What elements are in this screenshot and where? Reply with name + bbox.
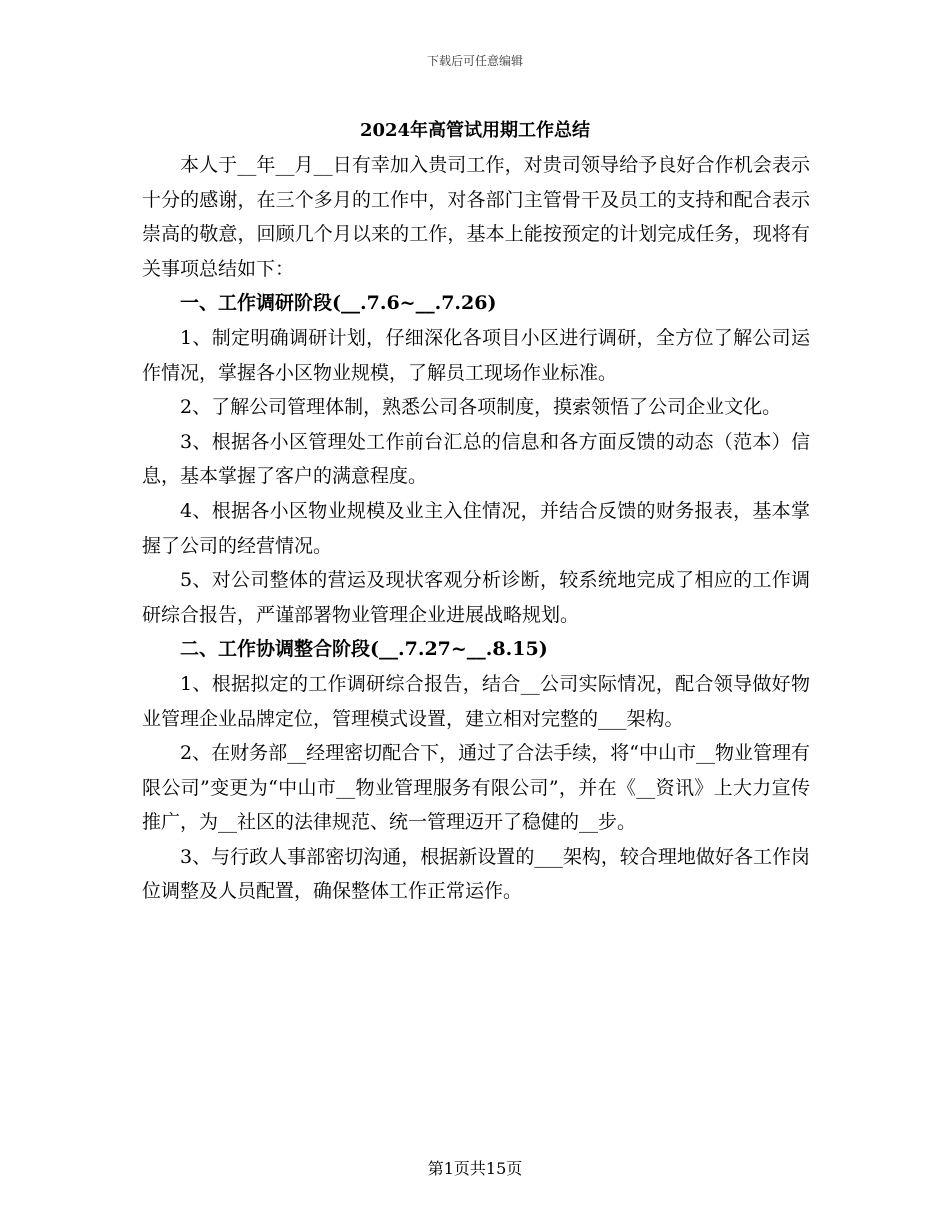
- section-2-item: 1、根据拟定的工作调研综合报告，结合__公司实际情况，配合领导做好物业管理企业品牌定位，管理模式设置，建立相对完整的___架构。: [142, 672, 810, 730]
- section-2-item: 3、与行政人事部密切沟通，根据新设置的___架构，较合理地做好各工作岗位调整及人员配置，确保整体工作正常运作。: [142, 845, 810, 903]
- section-1-heading: 一、工作调研阶段(__.7.6~__.7.26): [180, 292, 497, 315]
- section-1-item: 4、根据各小区物业规模及业主入住情况，并结合反馈的财务报表，基本掌握了公司的经营情况。: [142, 499, 810, 557]
- page-number: 第1页共15页: [427, 1159, 523, 1178]
- document-body: [142, 148, 810, 909]
- intro-paragraph: 本人于__年__月__日有幸加入贵司工作，对贵司领导给予良好合作机会表示十分的感谢，在三个多月的工作中，对各部门主管骨干及员工的支持和配合表示崇高的敬意，回顾几个月以来的工作，基本上能按预定的计划完成任务，现将有关事项总结如下：: [142, 154, 810, 280]
- section-2-item: 2、在财务部__经理密切配合下，通过了合法手续，将“中山市__物业管理有限公司”变更为“中山市__物业管理服务有限公司”，并在《__资讯》上大力宣传推广，为__社区的法律规范、统一管理迈开了稳健的__步。: [142, 742, 810, 834]
- section-1-item: 3、根据各小区管理处工作前台汇总的信息和各方面反馈的动态（范本）信息，基本掌握了客户的满意程度。: [142, 430, 810, 488]
- section-2-heading: 二、工作协调整合阶段(__.7.27~__.8.15): [180, 638, 548, 661]
- section-1-item: 5、对公司整体的营运及现状客观分析诊断，较系统地完成了相应的工作调研综合报告，严谨部署物业管理企业进展战略规划。: [142, 569, 810, 626]
- page-header-note: 下载后可任意编辑: [426, 54, 523, 68]
- document-title: 2024年高管试用期工作总结: [359, 120, 591, 141]
- section-1-item: 2、了解公司管理体制，熟悉公司各项制度，摸索领悟了公司企业文化。: [180, 396, 782, 419]
- section-1-item: 1、制定明确调研计划，仔细深化各项目小区进行调研，全方位了解公司运作情况，掌握各小区物业规模，了解员工现场作业标准。: [142, 326, 810, 384]
